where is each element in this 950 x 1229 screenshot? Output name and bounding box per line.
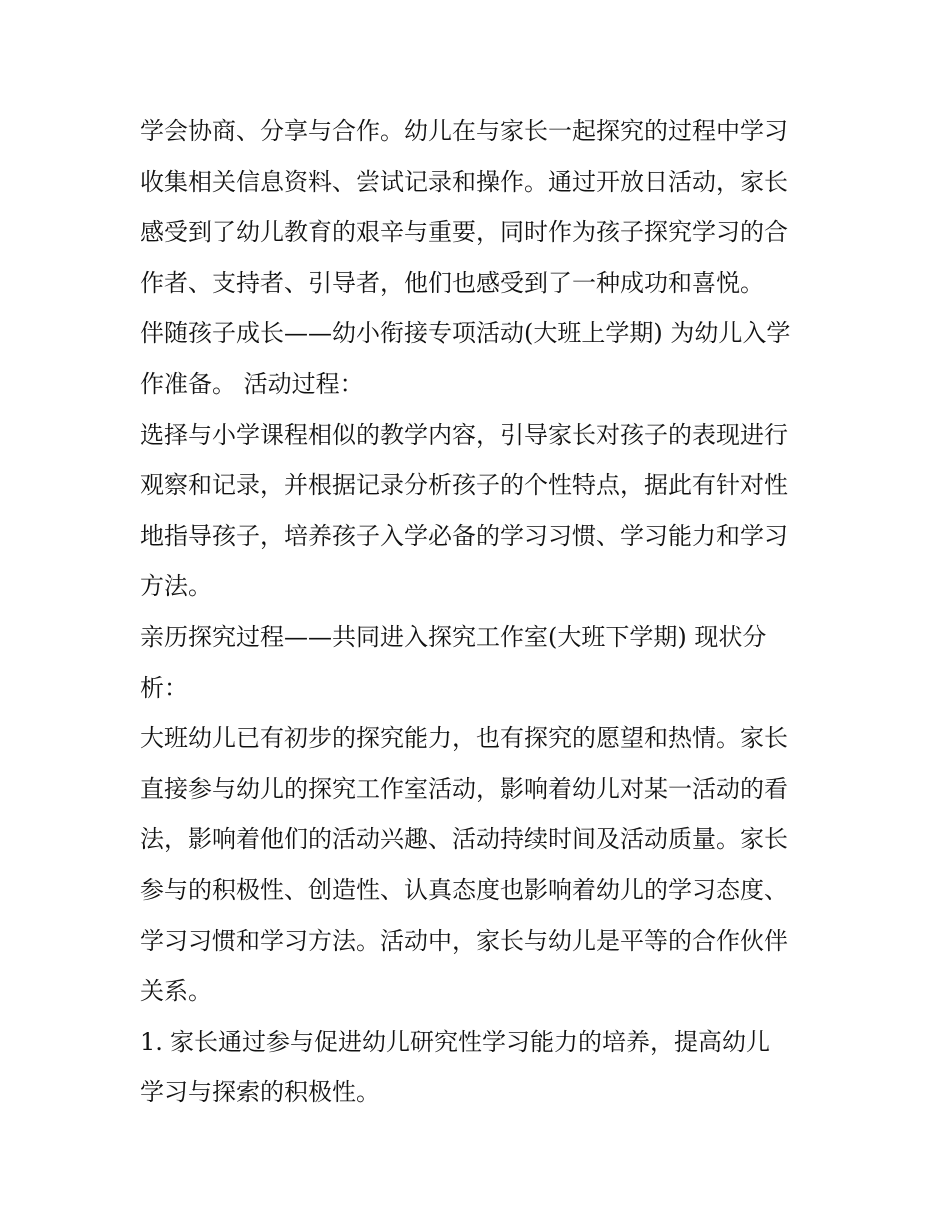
paragraph-line: 法，影响着他们的活动兴趣、活动持续时间及活动质量。家长 [140,825,788,854]
paragraph-line: 学习习惯和学习方法。活动中，家长与幼儿是平等的合作伙伴 [140,926,788,955]
list-item-text: 家长通过参与促进幼儿研究性学习能力的培养，提高幼儿 [170,1027,770,1056]
paragraph-line: 收集相关信息资料、尝试记录和操作。通过开放日活动，家长 [140,167,788,196]
paragraph-line: 关系。 [140,977,212,1006]
list-item [140,1017,820,1068]
section-heading-line: 析： [140,673,188,702]
section-heading-line: 亲历探究过程——共同进入探究工作室(大班下学期) 现状分 [140,622,767,651]
section-heading-line: 作准备。 活动过程： [140,369,364,398]
paragraph-line: 作者、支持者、引导者，他们也感受到了一种成功和喜悦。 [140,268,764,297]
paragraph-line: 方法。 [140,572,212,601]
section-heading-line: 伴随孩子成长——幼小衔接专项活动(大班上学期) 为幼儿入学 [140,319,791,348]
paragraph-line: 地指导孩子，培养孩子入学必备的学习习惯、学习能力和学习 [140,521,788,550]
paragraph-line: 直接参与幼儿的探究工作室活动，影响着幼儿对某一活动的看 [140,774,788,803]
paragraph-line: 大班幼儿已有初步的探究能力，也有探究的愿望和热情。家长 [140,724,788,753]
list-item-number: 1. [140,1027,163,1056]
list-item-continuation: 学习与探索的积极性。 [140,1078,380,1107]
paragraph-line: 观察和记录，并根据记录分析孩子的个性特点，据此有针对性 [140,471,788,500]
paragraph-line: 感受到了幼儿教育的艰辛与重要，同时作为孩子探究学习的合 [140,218,788,247]
paragraph-line: 学会协商、分享与合作。幼儿在与家长一起探究的过程中学习 [140,117,788,145]
paragraph-line: 参与的积极性、创造性、认真态度也影响着幼儿的学习态度、 [140,875,788,904]
paragraph-line: 选择与小学课程相似的教学内容，引导家长对孩子的表现进行 [140,420,788,449]
document-body [140,106,820,1118]
